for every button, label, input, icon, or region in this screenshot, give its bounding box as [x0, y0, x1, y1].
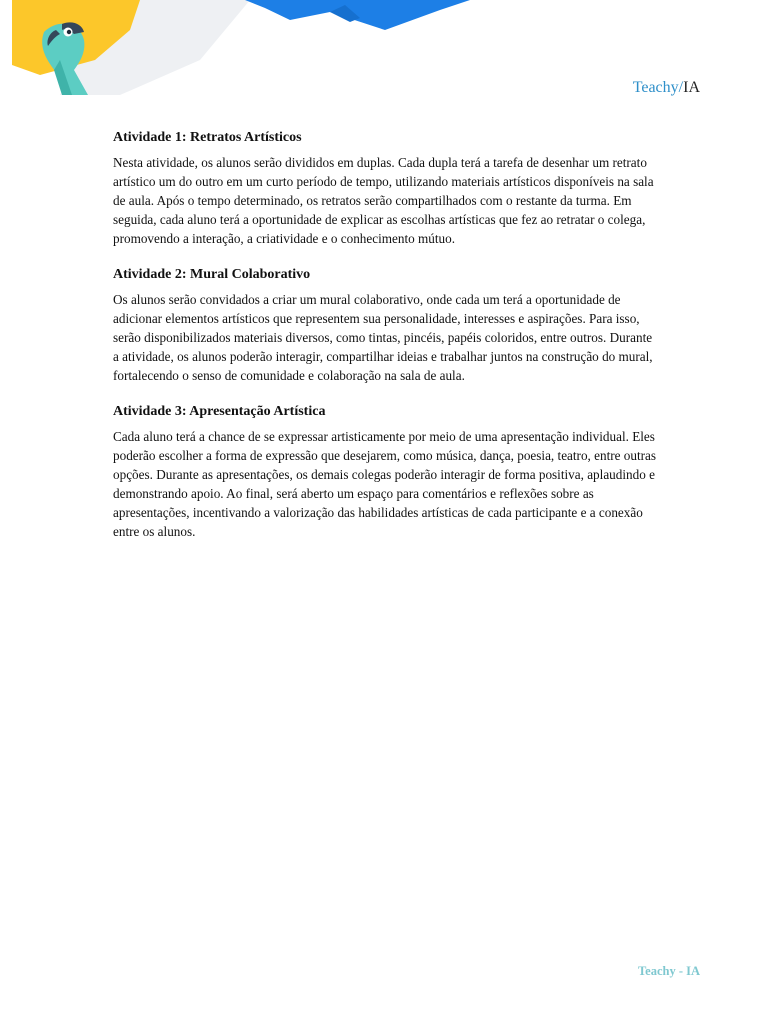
activity-description: Nesta atividade, os alunos serão divididos em duplas. Cada dupla terá a tarefa de desenhar um retrato artístico um do outro em um curto período de tempo, utilizando materiais artísticos disponíveis na sala de aula. Após o tempo determinado, os retratos serão compartilhados com o restante da turma. Em seguida, cada aluno terá a oportunidade de explicar as escolhas artísticas que fez ao retratar o colega, promovendo a interação, a criatividade e o conhecimento mútuo. [113, 155, 654, 246]
activity-title: Atividade 1: Retratos Artísticos [113, 130, 302, 145]
footer-label: Teachy - IA [637, 964, 700, 978]
brand-logo-text [633, 78, 700, 98]
activity-description: Os alunos serão convidados a criar um mural colaborativo, onde cada um terá a oportunidade de adicionar elementos artísticos que representem sua personalidade, interesses e aspirações. Para isso, serão disponibilizados materiais diversos, como tintas, pincéis, papéis coloridos, entre outros. Durante a atividade, os alunos poderão interagir, compartilhar ideias e trabalhar juntos na construção do mural, fortalecendo o senso de comunidade e colaboração na sala de aula. [113, 292, 653, 383]
brand-name: Teachy [632, 79, 679, 96]
activity-section-3 [113, 402, 658, 541]
activity-title: Atividade 3: Apresentação Artística [113, 404, 326, 419]
activity-section-2 [113, 265, 658, 385]
header-blue-shape [245, 0, 470, 30]
document-body [113, 128, 658, 558]
activity-title: Atividade 2: Mural Colaborativo [113, 267, 311, 282]
activity-section-1 [113, 128, 658, 248]
brand-suffix: IA [683, 79, 700, 96]
brand-separator: / [678, 79, 684, 96]
activity-description: Cada aluno terá a chance de se expressar artisticamente por meio de uma apresentação individual. Eles poderão escolher a forma de expressão que desejarem, como música, dança, poesia, teatro, entre outras opções. Durante as apresentações, os demais colegas poderão interagir de forma positiva, aplaudindo e demonstrando apoio. Ao final, será aberto um espaço para comentários e reflexões sobre as apresentações, incentivando a valorização das habilidades artísticas de cada participante e a conexão entre os alunos. [113, 429, 657, 539]
